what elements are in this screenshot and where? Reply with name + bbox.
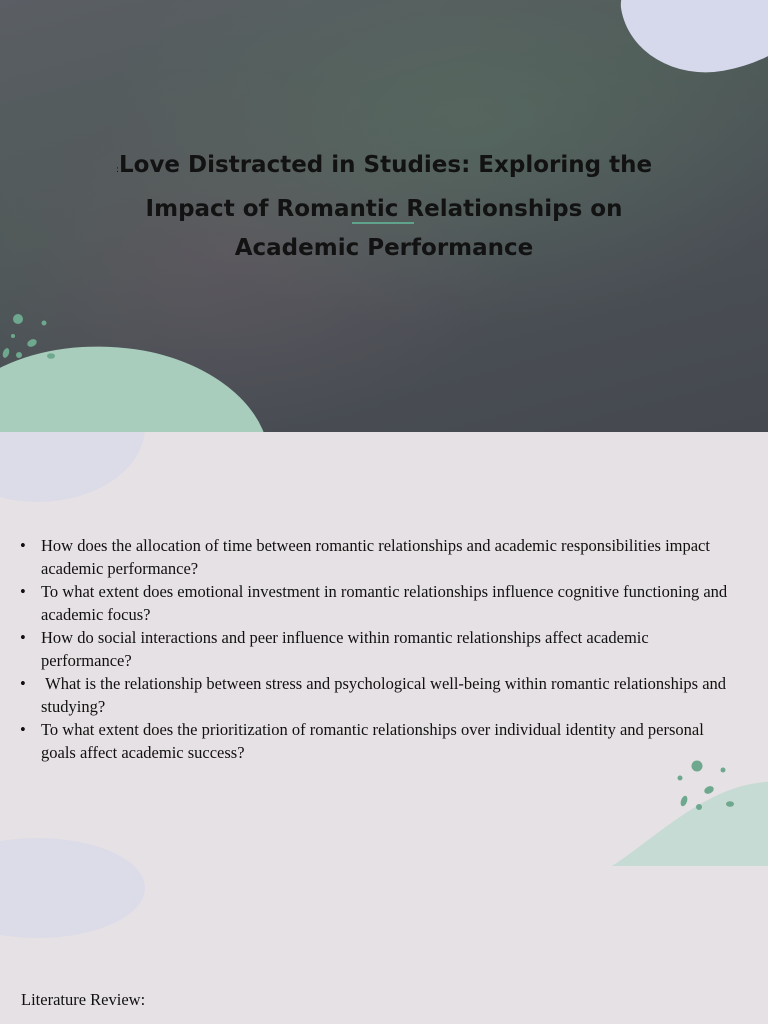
title-line-3: Academic Performance xyxy=(234,235,534,261)
content-slide xyxy=(0,432,768,1024)
title-marker: : xyxy=(115,165,119,175)
title-slide xyxy=(0,0,768,432)
research-questions-list xyxy=(20,534,740,764)
presentation-title xyxy=(84,146,684,268)
list-item: • What is the relationship between stress and psychological well-being within romantic relationships and studying? xyxy=(20,672,740,718)
decorative-blob-top-right xyxy=(612,0,768,86)
decorative-dots xyxy=(0,308,70,368)
title-line-1-text: Love Distracted in Studies: Exploring the xyxy=(118,152,653,178)
section-heading-literature-review: Literature Review: xyxy=(21,990,146,1009)
decorative-blob-top-left xyxy=(0,432,145,502)
list-item: • To what extent does the prioritization of romantic relationships over individual identity and personal goals affect academic success? xyxy=(20,718,740,764)
list-item: • To what extent does emotional investment in romantic relationships influence cognitive functioning and academic focus? xyxy=(20,580,740,626)
title-line-2: Impact of Romantic Relationships on xyxy=(145,196,623,222)
title-underline xyxy=(352,222,414,224)
title-line-1 xyxy=(84,146,684,190)
list-item: • How does the allocation of time between romantic relationships and academic responsibilities impact academic performance? xyxy=(20,534,740,580)
decorative-blob-bottom-left xyxy=(0,838,145,938)
list-item: • How do social interactions and peer influence within romantic relationships affect academic performance? xyxy=(20,626,740,672)
